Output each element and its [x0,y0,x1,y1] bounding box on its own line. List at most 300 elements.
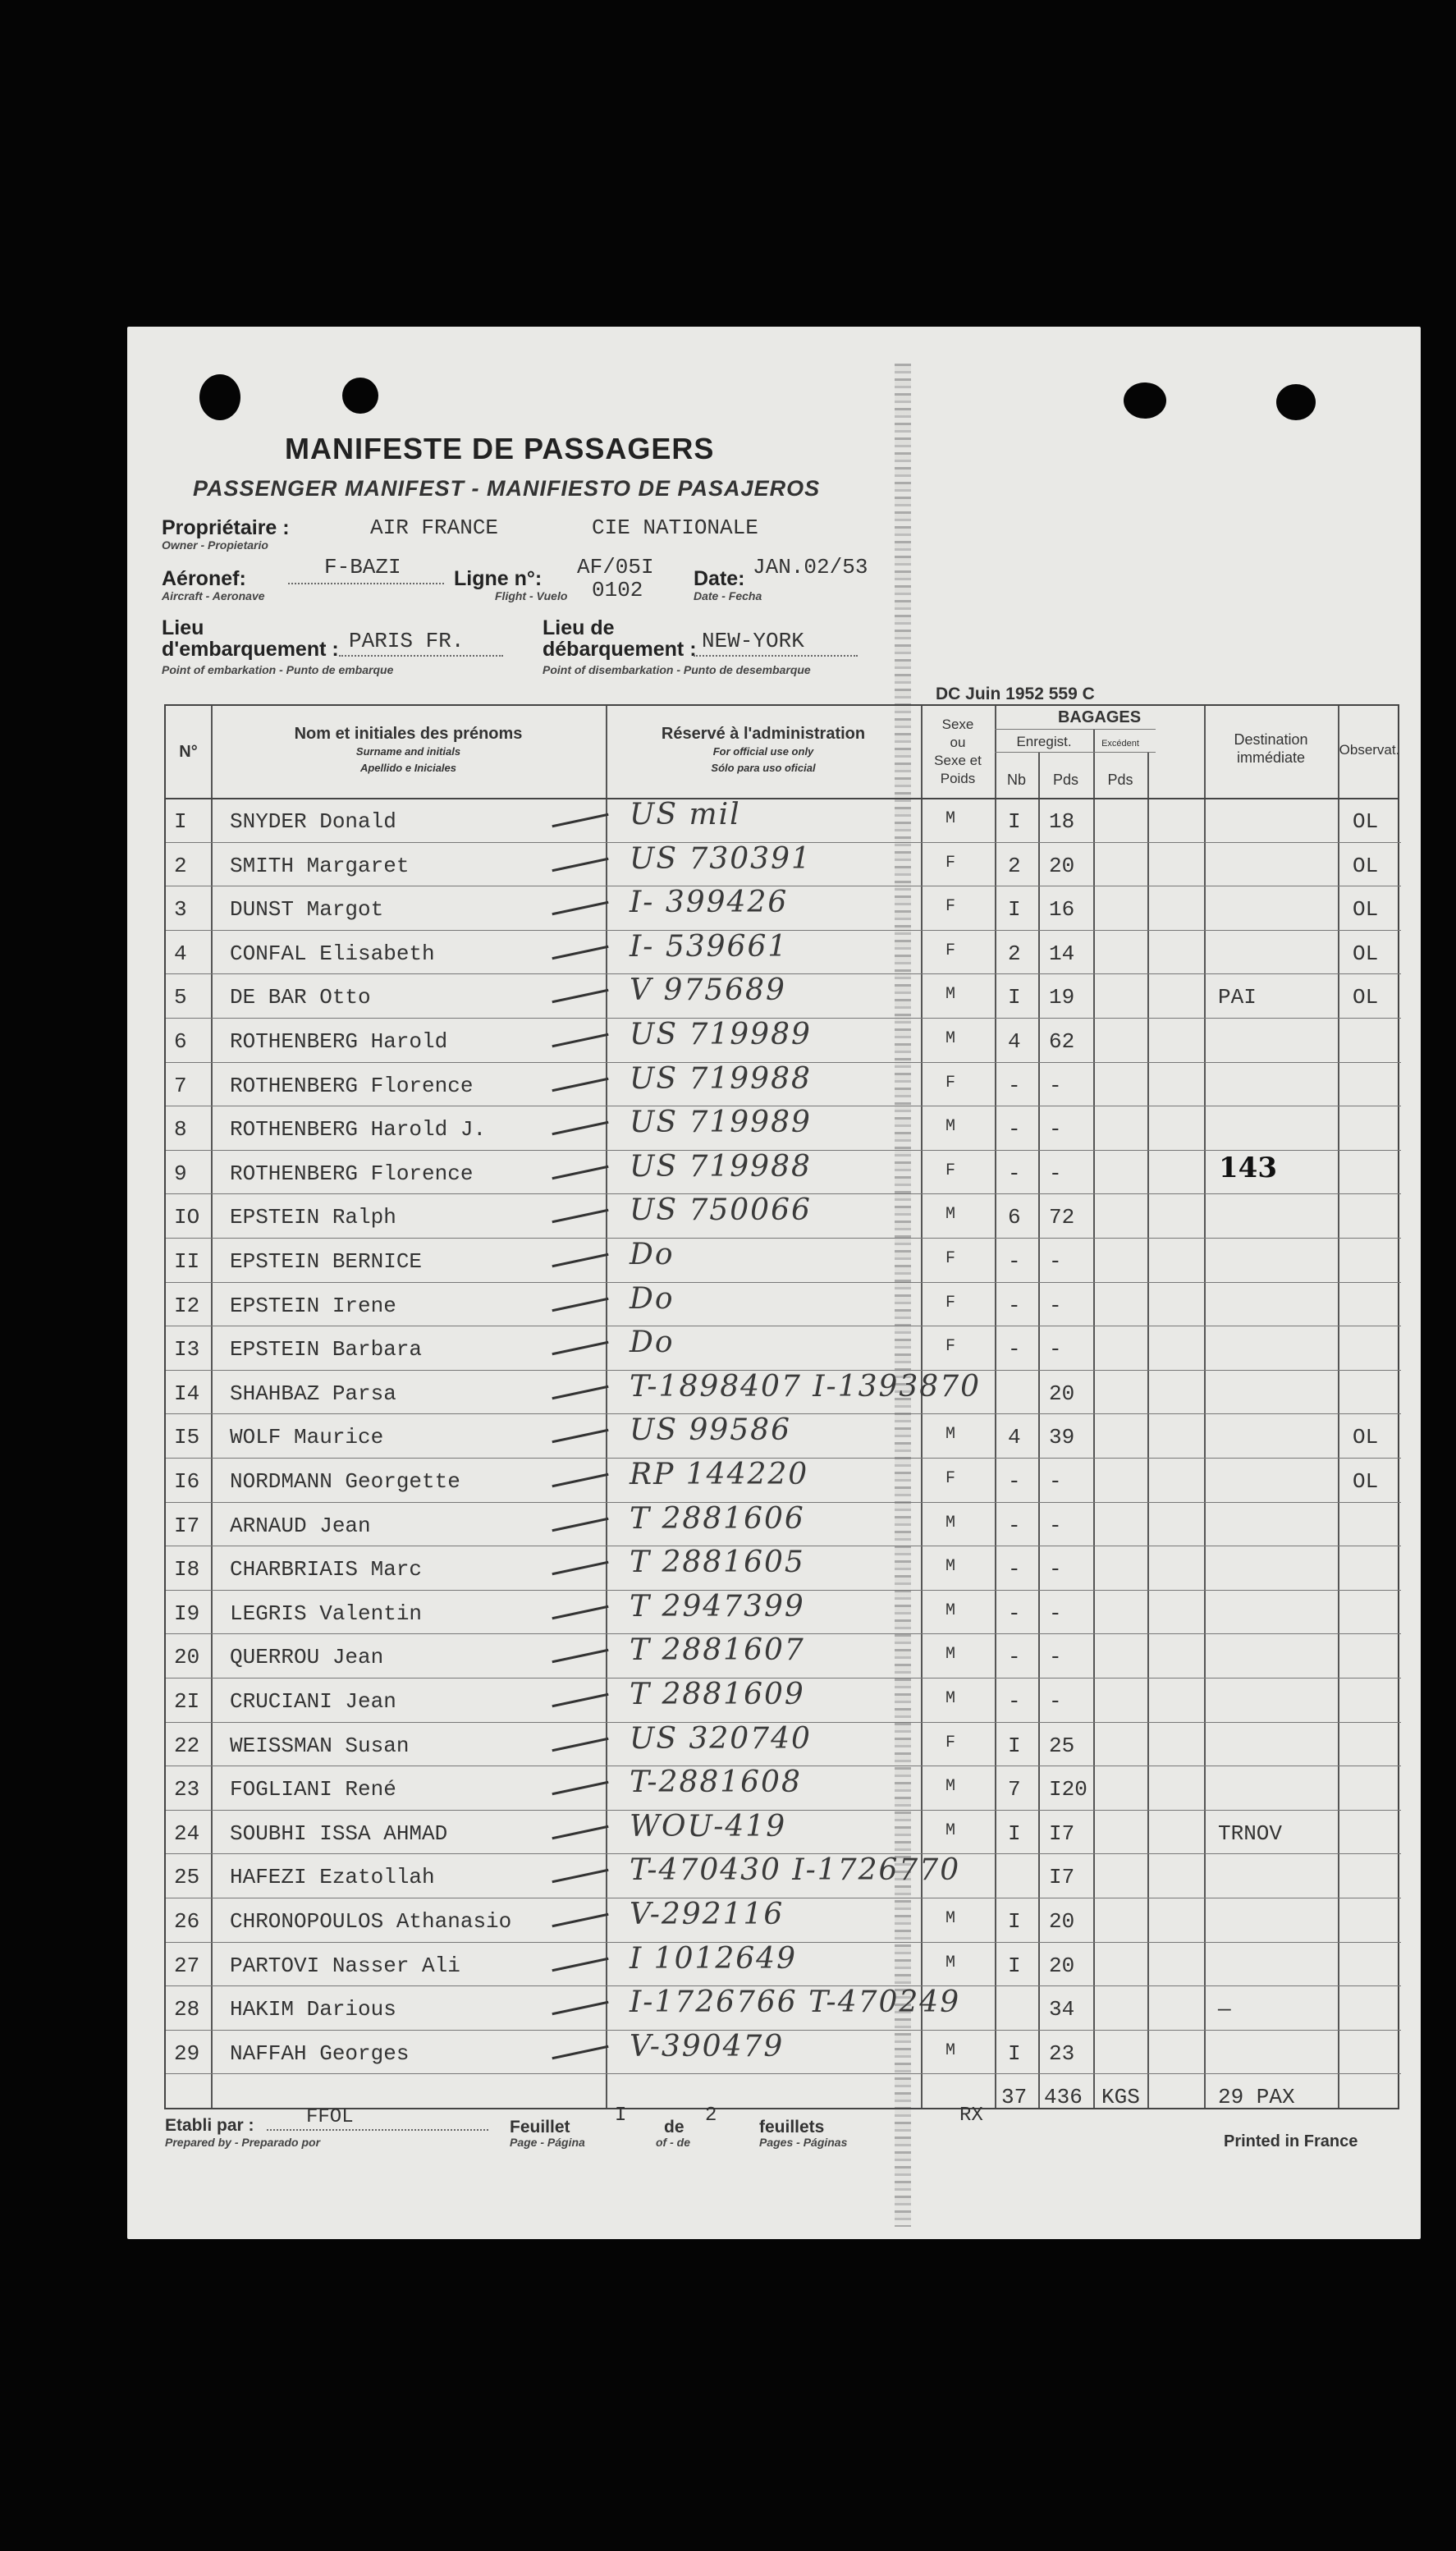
row-number: I8 [174,1557,200,1582]
table-row [166,1898,1401,1940]
baggage-count: - [1008,1601,1021,1626]
handwritten-document-number: US 719988 [630,1149,812,1184]
check-mark [552,1913,608,1927]
of-label: de [664,2118,685,2137]
row-number: 4 [174,941,187,966]
baggage-weight: - [1049,1513,1062,1538]
table-row [166,1633,1401,1676]
baggage-count: - [1008,1117,1021,1143]
stamp-number: 143 [1219,1152,1277,1184]
baggage-count: - [1008,1161,1021,1186]
table-row [166,1238,1401,1280]
baggage-count: I [1008,2040,1021,2066]
sex-cell: F [945,1293,956,1312]
prepared-label: Etabli par : [165,2116,254,2135]
prepared-line [267,2129,488,2131]
baggage-weight: - [1049,1601,1062,1626]
disembark-label-2: débarquement : [543,638,697,661]
passenger-name: CRUCIANI Jean [230,1689,396,1714]
owner-label: Propriétaire : [162,516,290,539]
baggage-weight: - [1049,1249,1062,1274]
table-row [166,1546,1401,1588]
sex-cell: M [945,2040,956,2060]
check-mark [552,1649,608,1663]
passenger-name: CHRONOPOULOS Athanasio [230,1909,512,1934]
sex-cell: M [945,1777,956,1797]
passenger-name: ROTHENBERG Florence [230,1073,474,1098]
sex-cell: M [945,1909,956,1928]
table-row [166,1150,1401,1193]
baggage-weight: 18 [1049,809,1075,834]
initials: RX [959,2104,983,2127]
row-number: I4 [174,1381,200,1406]
table-row [166,1062,1401,1105]
sex-cell: F [945,1249,956,1268]
table-row [166,1326,1401,1368]
observation-cell: OL [1353,1469,1379,1494]
baggage-weight: 20 [1049,1953,1075,1978]
baggage-weight: - [1049,1337,1062,1363]
total-passengers: 29 PAX [1218,2085,1295,2110]
baggage-count: - [1008,1249,1021,1274]
check-mark [552,1341,608,1355]
check-mark [552,946,608,959]
sex-cell: M [945,1953,956,1972]
row-number: 7 [174,1073,187,1098]
handwritten-document-number: T 2881607 [630,1633,805,1668]
table-row [166,1282,1401,1325]
check-mark [552,1385,608,1399]
col-official: Réservé à l'administration For official use only Sólo para uso oficial [661,725,866,774]
table-row [166,930,1401,973]
handwritten-document-number: I- 539661 [630,929,789,964]
table-row [166,1458,1401,1500]
punch-hole [199,374,240,420]
check-mark [552,1825,608,1839]
check-mark [552,1077,608,1091]
baggage-weight: - [1049,1161,1062,1186]
aircraft-value: F-BAZI [324,555,401,579]
date-label: Date: [694,567,745,590]
baggage-weight: - [1049,1689,1062,1714]
row-number: 2 [174,853,187,878]
passenger-name: CONFAL Elisabeth [230,941,435,966]
check-mark [552,1737,608,1751]
passenger-name: NORDMANN Georgette [230,1469,460,1494]
observation-cell: OL [1353,853,1379,878]
destination-cell: PAI [1218,985,1257,1010]
table-row [166,1766,1401,1808]
handwritten-document-number: T 2881609 [630,1678,805,1711]
handwritten-document-number: Do [630,1238,675,1271]
table-row [166,1193,1401,1236]
baggage-weight: - [1049,1469,1062,1494]
sex-cell: F [945,897,956,917]
handwritten-document-number: WOU-419 [630,1809,787,1843]
baggage-count: - [1008,1469,1021,1494]
check-mark [552,1561,608,1575]
col-pds: Pds [1052,772,1079,788]
handwritten-document-number: T 2881605 [630,1546,805,1580]
handwritten-document-number: US 719988 [630,1061,812,1096]
passenger-name: EPSTEIN Barbara [230,1337,423,1363]
observation-cell: OL [1353,809,1379,834]
table-row [166,1810,1401,1853]
passenger-name: DE BAR Otto [230,985,371,1010]
owner-sublabel: Owner - Propietario [162,538,268,552]
owner-value: AIR FRANCE [370,515,499,540]
check-mark [552,813,608,827]
handwritten-document-number: V-292116 [630,1898,785,1931]
baggage-count: 4 [1008,1425,1021,1450]
row-number: I7 [174,1513,200,1538]
row-number: 22 [174,1733,200,1758]
handwritten-document-number: Do [630,1281,675,1316]
sex-cell: M [945,1821,956,1840]
check-mark [552,1517,608,1531]
passenger-name: PARTOVI Nasser Ali [230,1953,460,1978]
row-number: 2I [174,1689,200,1714]
baggage-count: - [1008,1337,1021,1363]
disembark-value: NEW-YORK [702,629,804,653]
handwritten-document-number: V-390479 [630,2029,785,2063]
sex-cell: M [945,1205,956,1225]
baggage-weight: 20 [1049,1909,1075,1934]
baggage-count: - [1008,1513,1021,1538]
passenger-name: LEGRIS Valentin [230,1601,423,1626]
passenger-name: QUERROU Jean [230,1645,384,1670]
sheets-sub: Pages - Páginas [759,2136,848,2149]
row-number: I6 [174,1469,200,1494]
col-destination: Destination immédiate [1234,731,1308,766]
check-mark [552,901,608,915]
baggage-count: I [1008,809,1021,834]
disembark-sublabel: Point of disembarkation - Punto de desembarque [543,663,811,676]
baggage-weight: - [1049,1557,1062,1582]
manifest-title: MANIFESTE DE PASSAGERS [285,432,715,465]
table-row [166,1106,1401,1148]
handwritten-document-number: RP 144220 [630,1458,809,1491]
col-nb: Nb [1006,772,1026,788]
table-row [166,973,1401,1016]
destination-cell: — [1218,1997,1231,2022]
baggage-weight: 25 [1049,1733,1075,1758]
baggage-count: 6 [1008,1205,1021,1230]
baggage-weight: I7 [1049,1865,1075,1890]
passenger-name: HAKIM Darious [230,1997,396,2022]
sex-cell: F [945,853,956,872]
row-number: 24 [174,1821,200,1846]
table-row [166,886,1401,928]
row-number: 9 [174,1161,187,1186]
col-excess: Excédent [1101,739,1139,749]
observation-cell: OL [1353,1425,1379,1450]
sex-cell: F [945,941,956,960]
sheet-sub: Page - Página [510,2136,585,2149]
row-number: I2 [174,1293,200,1318]
baggage-weight: 39 [1049,1425,1075,1450]
handwritten-document-number: V 975689 [630,973,786,1008]
sheet-value: I [615,2104,627,2127]
check-mark [552,1869,608,1883]
prepared-sub: Prepared by - Preparado por [165,2136,321,2149]
row-number: 23 [174,1777,200,1802]
check-mark [552,989,608,1003]
check-mark [552,1781,608,1795]
row-number: 20 [174,1645,200,1670]
baggage-count: I [1008,1733,1021,1758]
observation-cell: OL [1353,985,1379,1010]
row-number: I3 [174,1337,200,1363]
baggage-weight: 72 [1049,1205,1075,1230]
punch-hole [1124,382,1166,419]
sex-cell: F [945,1073,956,1092]
flight-value: AF/05I [577,555,654,579]
date-value: JAN.02/53 [753,555,868,579]
passenger-name: ROTHENBERG Florence [230,1161,474,1186]
sex-cell: M [945,1425,956,1445]
weight-unit: KGS [1101,2085,1140,2110]
prepared-value: FFOL [306,2106,354,2128]
row-number: I5 [174,1425,200,1450]
check-mark [552,1033,608,1047]
of-sub: of - de [656,2136,690,2149]
col-name: Nom et initiales des prénoms Surname and initials Apellido e Iniciales [294,725,523,774]
baggage-weight: I7 [1049,1821,1075,1846]
baggage-weight: 20 [1049,853,1075,878]
baggage-weight: 34 [1049,1997,1075,2022]
row-number: 5 [174,985,187,1010]
embark-label-2: d'embarquement : [162,638,339,661]
table-row [166,1590,1401,1633]
baggage-weight: 16 [1049,897,1075,923]
check-mark [552,1429,608,1443]
passenger-name: ROTHENBERG Harold [230,1029,448,1054]
col-no: N° [179,743,198,761]
check-mark [552,1297,608,1311]
observation-cell: OL [1353,941,1379,966]
passenger-name: ROTHENBERG Harold J. [230,1117,487,1143]
row-number: I9 [174,1601,200,1626]
baggage-weight: 14 [1049,941,1075,966]
embark-line [339,655,503,657]
manifest-subtitle: PASSENGER MANIFEST - MANIFIESTO DE PASAJEROS [193,476,821,501]
baggage-count: 7 [1008,1777,1021,1802]
sex-cell: M [945,1557,956,1577]
baggage-weight: 62 [1049,1029,1075,1054]
check-mark [552,1209,608,1223]
baggage-count: - [1008,1293,1021,1318]
table-row [166,1502,1401,1545]
passenger-name: WEISSMAN Susan [230,1733,410,1758]
passenger-name: NAFFAH Georges [230,2040,410,2066]
table-row [166,1678,1401,1720]
baggage-count: I [1008,985,1021,1010]
baggage-weight: I20 [1049,1777,1087,1802]
row-number: 26 [174,1909,200,1934]
handwritten-document-number: US mil [630,798,741,831]
baggage-weight: 23 [1049,2040,1075,2066]
table-row [166,1413,1401,1456]
sex-cell: M [945,1689,956,1708]
passenger-name: EPSTEIN BERNICE [230,1249,423,1274]
table-row [166,1018,1401,1060]
sex-cell: M [945,1029,956,1048]
passenger-name: DUNST Margot [230,897,384,923]
passenger-name: WOLF Maurice [230,1425,384,1450]
sex-cell: M [945,1513,956,1532]
baggage-count: I [1008,1821,1021,1846]
check-mark [552,1473,608,1487]
check-mark [552,1605,608,1619]
table-row [166,1985,1401,2028]
baggage-count: I [1008,1953,1021,1978]
baggage-count: - [1008,1645,1021,1670]
punch-hole [342,378,378,414]
baggage-weight: 20 [1049,1381,1075,1406]
row-number: I [174,809,187,834]
handwritten-document-number: T 2947399 [630,1589,805,1624]
sex-cell: F [945,1469,956,1488]
table-row [166,842,1401,885]
passenger-name: EPSTEIN Ralph [230,1205,396,1230]
row-number: 6 [174,1029,187,1054]
passenger-name: SNYDER Donald [230,809,396,834]
total-bags: 37 [1001,2085,1028,2110]
col-registered: Enregist. [1016,734,1072,749]
check-mark [552,1957,608,1971]
total-weight: 436 [1044,2085,1083,2110]
sheets-label: feuillets [759,2118,825,2137]
handwritten-document-number: T-470430 I-1726770 [630,1853,961,1888]
passenger-name: FOGLIANI René [230,1777,396,1802]
row-number: IO [174,1205,200,1230]
sex-cell: M [945,809,956,828]
table-row [166,1370,1401,1413]
passenger-name: HAFEZI Ezatollah [230,1865,435,1890]
table-row [166,1853,1401,1896]
owner-value-2: CIE NATIONALE [592,515,758,540]
handwritten-document-number: US 719989 [630,1106,812,1140]
row-number: 28 [174,1997,200,2022]
embark-sublabel: Point of embarkation - Punto de embarque [162,663,394,676]
handwritten-document-number: Do [630,1326,675,1360]
aircraft-sublabel: Aircraft - Aeronave [162,589,265,602]
check-mark [552,1693,608,1707]
table-row [166,2030,1401,2072]
baggage-count: 2 [1008,941,1021,966]
handwritten-document-number: I- 399426 [630,886,789,920]
disembark-label-1: Lieu de [543,616,615,639]
handwritten-document-number: US 99586 [630,1413,791,1448]
destination-cell: TRNOV [1218,1821,1283,1846]
passenger-name: SHAHBAZ Parsa [230,1381,396,1406]
flight-sublabel: Flight - Vuelo [495,589,568,602]
flight-value-2: 0102 [592,578,643,602]
table-row [166,798,1401,840]
baggage-count: - [1008,1073,1021,1098]
punch-hole [1276,384,1316,420]
check-mark [552,2001,608,2015]
row-number: 29 [174,2040,200,2066]
sex-cell: M [945,1117,956,1137]
handwritten-document-number: I-1726766 T-470249 [630,1985,961,2020]
sex-cell: M [945,1645,956,1665]
embark-value: PARIS FR. [349,629,465,653]
sex-cell: F [945,1161,956,1180]
passenger-name: EPSTEIN Irene [230,1293,396,1318]
embark-label-1: Lieu [162,616,204,639]
col-excess-pds: Pds [1107,772,1133,788]
handwritten-document-number: I 1012649 [630,1941,797,1976]
observation-cell: OL [1353,897,1379,923]
handwritten-document-number: US 730391 [630,841,812,876]
baggage-weight: - [1049,1293,1062,1318]
baggage-weight: - [1049,1645,1062,1670]
check-mark [552,857,608,871]
flight-label: Ligne n°: [454,567,543,590]
check-mark [552,1121,608,1135]
manifest-sheet [127,327,1421,2239]
sex-cell: F [945,1337,956,1357]
row-number: 27 [174,1953,200,1978]
col-sex: Sexe ou Sexe et Poids [934,717,982,786]
row-number: 3 [174,897,187,923]
baggage-weight: - [1049,1073,1062,1098]
baggage-weight: - [1049,1117,1062,1143]
passenger-name: SOUBHI ISSA AHMAD [230,1821,448,1846]
handwritten-document-number: US 750066 [630,1193,812,1228]
handwritten-document-number: T 2881606 [630,1501,805,1536]
printed-in: Printed in France [1224,2132,1358,2150]
check-mark [552,1166,608,1179]
handwritten-document-number: T-2881608 [630,1766,802,1800]
baggage-count: I [1008,1909,1021,1934]
sex-cell: M [945,1601,956,1620]
col-observ: Observat. [1339,742,1400,758]
row-number: 8 [174,1117,187,1143]
baggage-weight: 19 [1049,985,1075,1010]
row-number: 25 [174,1865,200,1890]
baggage-count: 4 [1008,1029,1021,1054]
aircraft-line [288,583,444,584]
check-mark [552,1253,608,1267]
row-number: II [174,1249,200,1274]
handwritten-document-number: US 320740 [630,1721,812,1756]
baggage-count: - [1008,1557,1021,1582]
passenger-name: SMITH Margaret [230,853,410,878]
passenger-name: CHARBRIAIS Marc [230,1557,423,1582]
col-baggage: BAGAGES [1057,708,1142,726]
check-mark [552,2045,608,2059]
aircraft-label: Aéronef: [162,567,246,590]
handwritten-document-number: T-1898407 I-1393870 [630,1369,982,1404]
sheet-label: Feuillet [510,2118,570,2137]
sex-cell: M [945,985,956,1005]
disembark-line [694,655,858,657]
of-value: 2 [705,2104,717,2127]
baggage-count: I [1008,897,1021,923]
passenger-name: ARNAUD Jean [230,1513,371,1538]
passenger-table [164,704,1399,2109]
baggage-count: 2 [1008,853,1021,878]
sex-cell: F [945,1733,956,1752]
table-row [166,1722,1401,1765]
date-sublabel: Date - Fecha [694,589,762,602]
form-code: DC Juin 1952 559 C [936,685,1095,703]
handwritten-document-number: US 719989 [630,1018,812,1051]
baggage-count: - [1008,1689,1021,1714]
